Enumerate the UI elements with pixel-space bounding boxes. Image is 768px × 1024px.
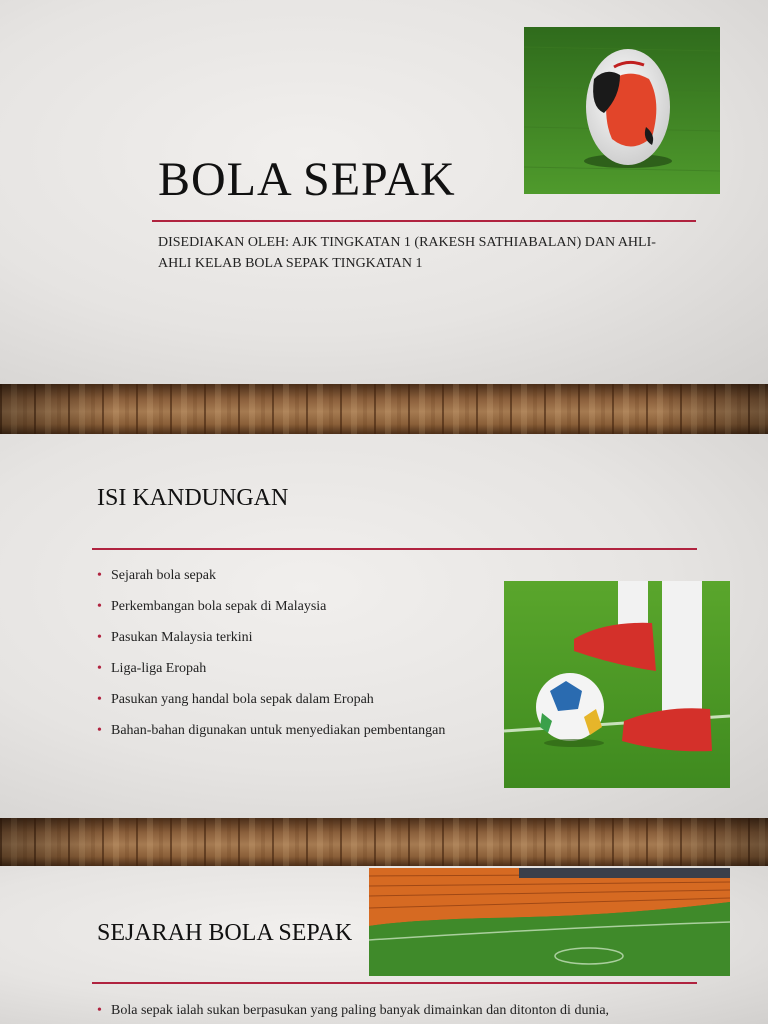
list-item: • Bahan-bahan digunakan untuk menyediakan pembentangan [97,721,445,752]
bullet-icon: • [97,630,102,645]
bullet-icon: • [97,568,102,583]
bullet-icon: • [97,661,102,676]
bullet-icon: • [97,723,102,738]
bullet-icon: • [97,1003,102,1018]
history-heading: SEJARAH BOLA SEPAK [97,920,353,946]
history-divider [92,982,697,984]
bullet-icon: • [97,599,102,614]
wood-floor-divider [0,818,768,866]
soccer-ball-icon [524,27,720,194]
contents-list [97,566,445,752]
slide-subtitle: DISEDIAKAN OLEH: AJK TINGKATAN 1 (RAKESH SATHIABALAN) DAN AHLI-AHLI KELAB BOLA SEPAK TINGKATAN 1 [158,235,656,271]
stadium-icon [369,868,730,976]
title-divider [152,220,696,222]
wood-floor-divider [0,384,768,434]
bullet-icon: • [97,692,102,707]
contents-divider [92,548,697,550]
list-item: • Perkembangan bola sepak di Malaysia [97,597,445,628]
list-item: • Pasukan Malaysia terkini [97,628,445,659]
list-item: • Pasukan yang handal bola sepak dalam Eropah [97,690,445,721]
history-paragraph: • Bola sepak ialah sukan berpasukan yang paling banyak dimainkan dan ditonton di dunia, [97,1001,731,1021]
stadium-photo [369,868,730,976]
list-item: • Liga-liga Eropah [97,659,445,690]
slide-title [0,0,768,384]
player-ball-photo [504,581,730,788]
soccer-ball-photo [524,27,720,194]
list-item: • Sejarah bola sepak [97,566,445,597]
contents-heading: ISI KANDUNGAN [97,485,289,511]
player-foot-icon [504,581,730,788]
slide-title-heading: BOLA SEPAK [158,153,456,206]
